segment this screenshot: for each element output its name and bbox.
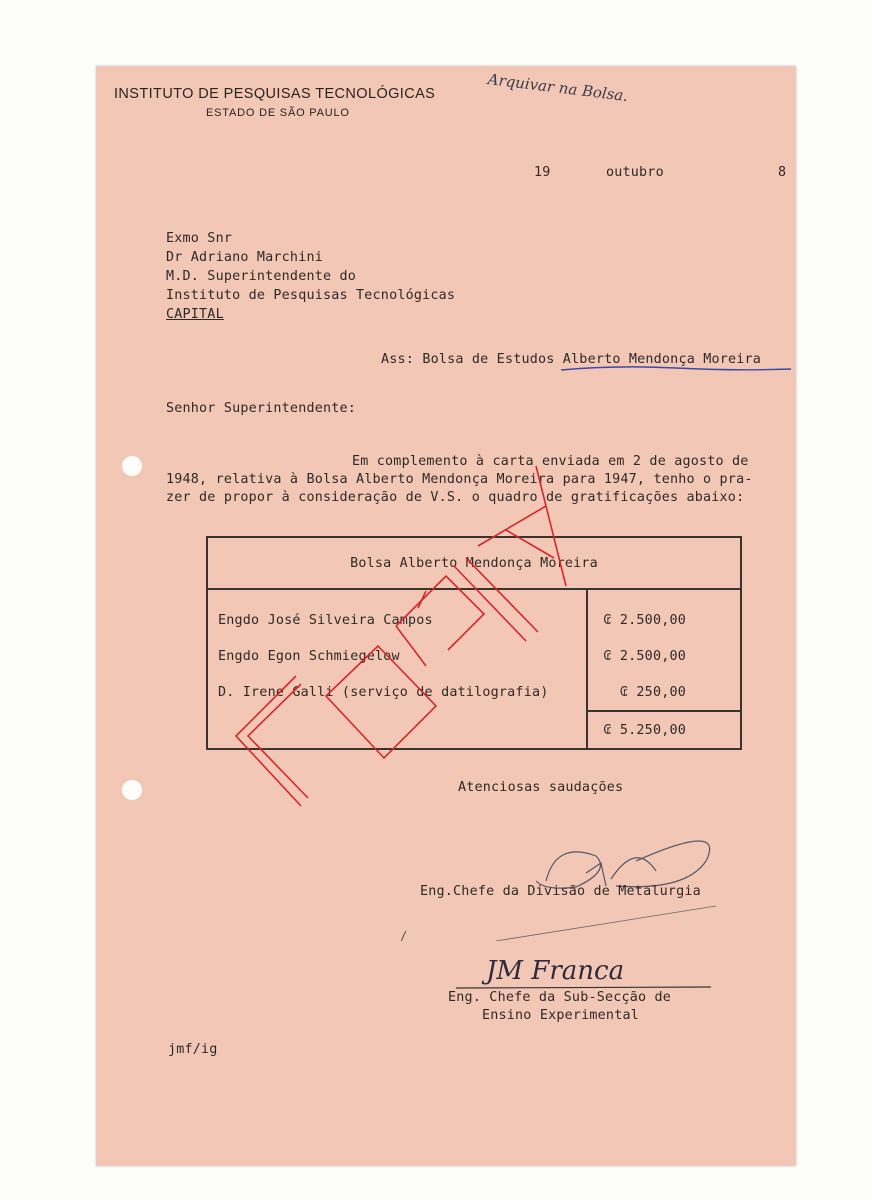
table-total-row	[207, 711, 741, 749]
date-day: 19	[534, 165, 551, 180]
row-name: D. Irene Galli (serviço de datilografia)	[207, 674, 587, 711]
first-signature	[396, 801, 736, 941]
addressee-line: Exmo Snr	[166, 231, 233, 246]
institution-state: ESTADO DE SÃO PAULO	[206, 107, 350, 119]
punch-hole	[122, 456, 142, 476]
institution-name: INSTITUTO DE PESQUISAS TECNOLÓGICAS	[114, 86, 436, 102]
currency-symbol: ₢	[603, 612, 612, 628]
gratification-table	[206, 536, 742, 750]
date-year: 8	[778, 165, 787, 180]
subject-label: Ass:	[381, 352, 415, 367]
table-row	[207, 638, 741, 674]
table-row	[207, 589, 741, 638]
closing: Atenciosas saudações	[458, 780, 624, 795]
second-signer-title: Ensino Experimental	[482, 1008, 639, 1023]
second-signer-title: Eng. Chefe da Sub-Secção de	[448, 990, 672, 1005]
stamp-label: CÓPIA	[426, 726, 430, 727]
addressee-city: CAPITAL	[166, 307, 224, 322]
body-line: zer de propor à consideração de V.S. o quadro de gratificações abaixo:	[166, 490, 745, 505]
row-name: Engdo José Silveira Campos	[207, 589, 587, 638]
salutation: Senhor Superintendente:	[166, 401, 357, 416]
currency-symbol: ₢	[619, 684, 629, 700]
table-title: Bolsa Alberto Mendonça Moreira	[207, 537, 741, 589]
addressee-line: Instituto de Pesquisas Tecnológicas	[166, 288, 456, 303]
subject-text: Bolsa de Estudos Alberto Mendonça Moreira	[422, 352, 762, 367]
table-row	[207, 674, 741, 711]
row-value: ₢ 2.500,00	[603, 648, 686, 664]
row-total: ₢ 5.250,00	[587, 711, 741, 749]
subject-underline-mark	[556, 362, 796, 376]
document-page	[96, 66, 796, 1166]
addressee-line: Dr Adriano Marchini	[166, 250, 323, 265]
currency-symbol: ₢	[603, 722, 612, 738]
second-signature: JM Franca	[486, 956, 625, 986]
addressee-line: M.D. Superintendente do	[166, 269, 357, 284]
body-line: 1948, relativa à Bolsa Alberto Mendonça Moreira para 1947, tenho o pra-	[166, 472, 753, 487]
body-line: Em complemento à carta enviada em 2 de agosto de	[352, 454, 749, 469]
row-name: Engdo Egon Schmiegelow	[207, 638, 587, 674]
punch-hole	[122, 780, 142, 800]
handwritten-note: Arquivar na Bolsa.	[486, 70, 630, 106]
row-value: ₢ 250,00	[619, 684, 686, 700]
typist-initials: jmf/ig	[168, 1042, 218, 1057]
currency-symbol: ₢	[603, 648, 612, 664]
row-value: ₢ 2.500,00	[603, 612, 686, 628]
first-signer-title: Eng.Chefe da Divisão de Metalurgia	[420, 884, 701, 899]
date-month: outubro	[606, 165, 664, 180]
